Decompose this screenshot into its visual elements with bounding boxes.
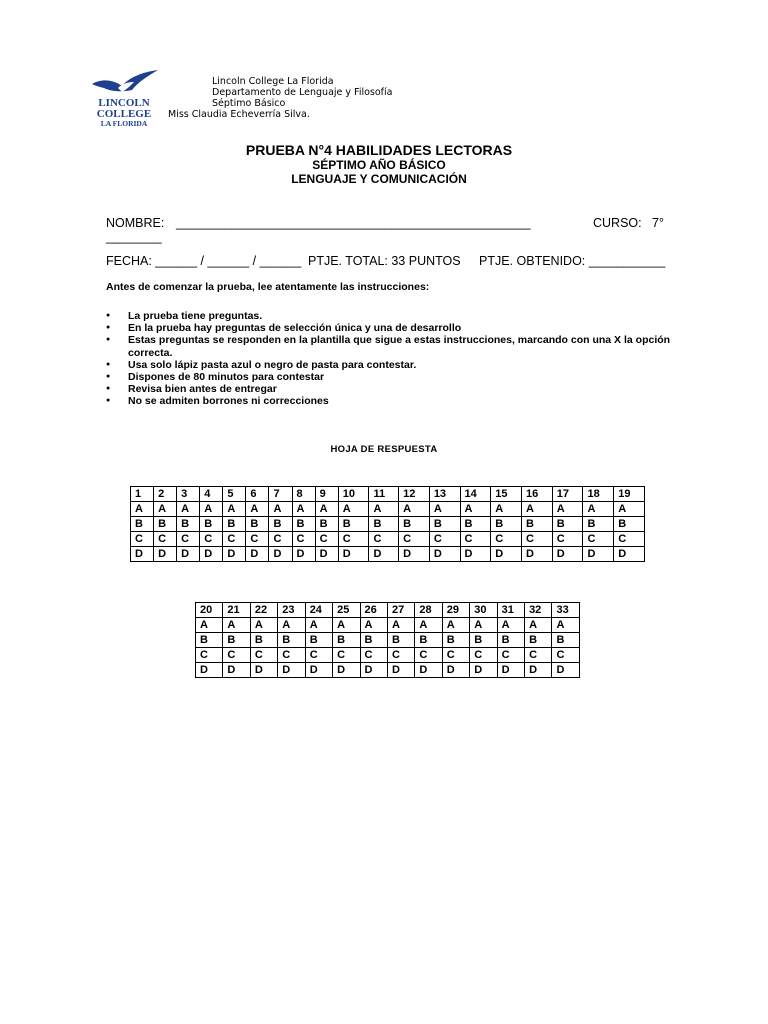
curso-label: CURSO: [593, 216, 642, 230]
question-number-cell: 10 [338, 487, 369, 502]
answer-option-cell[interactable]: B [246, 517, 269, 532]
answer-option-cell[interactable]: C [360, 648, 387, 663]
title-block [0, 142, 768, 186]
answer-option-cell[interactable]: C [177, 532, 200, 547]
answer-option-cell[interactable]: C [315, 532, 338, 547]
answer-option-cell[interactable]: B [415, 633, 442, 648]
answer-option-cell[interactable]: A [292, 502, 315, 517]
option-row [196, 663, 580, 678]
question-number-cell: 16 [522, 487, 553, 502]
answer-option-cell[interactable]: C [491, 532, 522, 547]
answer-option-cell[interactable]: D [131, 547, 154, 562]
answer-option-cell[interactable]: C [460, 532, 491, 547]
answer-option-cell[interactable]: D [399, 547, 430, 562]
option-row [131, 547, 645, 562]
answer-option-cell[interactable]: A [470, 618, 497, 633]
answer-option-cell[interactable]: D [360, 663, 387, 678]
grid-header-row [131, 487, 645, 502]
option-row [131, 502, 645, 517]
answer-option-cell[interactable]: A [429, 502, 460, 517]
answer-option-cell[interactable]: D [315, 547, 338, 562]
instructions-heading: Antes de comenzar la prueba, lee atentamente las instrucciones: [106, 281, 430, 293]
answer-option-cell[interactable]: B [269, 517, 292, 532]
question-number-cell: 6 [246, 487, 269, 502]
question-number-cell: 19 [614, 487, 645, 502]
question-number-cell: 9 [315, 487, 338, 502]
answer-option-cell[interactable]: B [525, 633, 552, 648]
question-number-cell: 33 [552, 603, 580, 618]
answer-option-cell[interactable]: A [223, 502, 246, 517]
answer-option-cell[interactable]: B [552, 633, 580, 648]
answer-option-cell[interactable]: C [292, 532, 315, 547]
answer-option-cell[interactable]: B [552, 517, 583, 532]
answer-option-cell[interactable]: B [442, 633, 469, 648]
answer-option-cell[interactable]: D [525, 663, 552, 678]
answer-option-cell[interactable]: D [246, 547, 269, 562]
option-row [131, 517, 645, 532]
answer-option-cell[interactable]: A [387, 618, 414, 633]
question-number-cell: 32 [525, 603, 552, 618]
answer-option-cell[interactable]: D [278, 663, 305, 678]
answer-option-cell[interactable]: A [399, 502, 430, 517]
answer-option-cell[interactable]: B [278, 633, 305, 648]
answer-option-cell[interactable]: D [196, 663, 223, 678]
grid-header-row [196, 603, 580, 618]
fecha-line[interactable]: FECHA: ______ / ______ / ______ [106, 254, 302, 268]
page-subtitle-2: LENGUAJE Y COMUNICACIÓN [291, 172, 467, 186]
question-number-cell: 27 [387, 603, 414, 618]
curso-line[interactable]: ________ [106, 230, 162, 244]
answer-option-cell[interactable]: C [269, 532, 292, 547]
question-number-cell: 1 [131, 487, 154, 502]
department-name: Departamento de Lenguaje y Filosofía [212, 87, 393, 98]
answer-option-cell[interactable]: D [429, 547, 460, 562]
teacher-name: Miss Claudia Echeverría Silva. [168, 109, 310, 120]
question-number-cell: 26 [360, 603, 387, 618]
answer-option-cell[interactable]: A [177, 502, 200, 517]
question-number-cell: 14 [460, 487, 491, 502]
option-row [196, 648, 580, 663]
logo-text-1: LINCOLN [98, 97, 150, 109]
grade-name: Séptimo Básico [212, 98, 286, 109]
answer-option-cell[interactable]: D [522, 547, 553, 562]
answer-option-cell[interactable]: A [552, 618, 580, 633]
answer-option-cell[interactable]: A [497, 618, 524, 633]
school-info [168, 76, 392, 120]
answer-option-cell[interactable]: A [522, 502, 553, 517]
answer-option-cell[interactable]: C [246, 532, 269, 547]
answer-option-cell[interactable]: A [223, 618, 250, 633]
answer-option-cell[interactable]: A [315, 502, 338, 517]
question-number-cell: 11 [369, 487, 399, 502]
question-number-cell: 31 [497, 603, 524, 618]
answer-option-cell[interactable]: D [491, 547, 522, 562]
answer-option-cell[interactable]: C [429, 532, 460, 547]
answer-option-cell[interactable]: A [246, 502, 269, 517]
answer-option-cell[interactable]: A [360, 618, 387, 633]
question-number-cell: 30 [470, 603, 497, 618]
instruction-item: ● Estas preguntas se responden en la plantilla que sigue a estas instrucciones, marcando con una X la opción correcta. [106, 334, 686, 358]
answer-option-cell[interactable]: D [497, 663, 524, 678]
answer-option-cell[interactable]: C [338, 532, 369, 547]
question-number-cell: 25 [333, 603, 360, 618]
answer-option-cell[interactable]: C [154, 532, 177, 547]
answer-option-cell[interactable]: B [460, 517, 491, 532]
answer-option-cell[interactable]: C [442, 648, 469, 663]
answer-option-cell[interactable]: D [552, 547, 583, 562]
answer-option-cell[interactable]: A [250, 618, 277, 633]
instruction-item: ● Usa solo lápiz pasta azul o negro de pasta para contestar. [106, 359, 686, 371]
answer-option-cell[interactable]: C [196, 648, 223, 663]
answer-option-cell[interactable]: D [154, 547, 177, 562]
option-row [196, 618, 580, 633]
answer-option-cell[interactable]: A [333, 618, 360, 633]
answer-option-cell[interactable]: C [305, 648, 332, 663]
school-logo [88, 70, 160, 128]
answer-option-cell[interactable]: D [292, 547, 315, 562]
answer-option-cell[interactable]: D [442, 663, 469, 678]
question-number-cell: 22 [250, 603, 277, 618]
answer-option-cell[interactable]: C [552, 532, 583, 547]
answer-option-cell[interactable]: B [250, 633, 277, 648]
answer-option-cell[interactable]: D [223, 663, 250, 678]
answer-option-cell[interactable]: A [269, 502, 292, 517]
answer-option-cell[interactable]: C [552, 648, 580, 663]
question-number-cell: 18 [583, 487, 614, 502]
answer-option-cell[interactable]: B [429, 517, 460, 532]
answer-option-cell[interactable]: B [522, 517, 553, 532]
answer-option-cell[interactable]: B [387, 633, 414, 648]
answer-option-cell[interactable]: B [154, 517, 177, 532]
instruction-item: ● Dispones de 80 minutos para contestar [106, 371, 686, 383]
answer-option-cell[interactable]: A [583, 502, 614, 517]
question-number-cell: 20 [196, 603, 223, 618]
answer-option-cell[interactable]: A [491, 502, 522, 517]
answer-option-cell[interactable]: C [497, 648, 524, 663]
answer-option-cell[interactable]: D [387, 663, 414, 678]
answer-option-cell[interactable]: A [460, 502, 491, 517]
question-number-cell: 17 [552, 487, 583, 502]
answer-option-cell[interactable]: C [131, 532, 154, 547]
answer-option-cell[interactable]: B [315, 517, 338, 532]
logo-text-2: COLLEGE [96, 108, 152, 120]
instruction-item: ● La prueba tiene preguntas. [106, 310, 686, 322]
question-number-cell: 3 [177, 487, 200, 502]
answer-option-cell[interactable]: D [415, 663, 442, 678]
answer-option-cell[interactable]: D [614, 547, 645, 562]
answer-option-cell[interactable]: B [305, 633, 332, 648]
question-number-cell: 5 [223, 487, 246, 502]
answer-option-cell[interactable]: C [399, 532, 430, 547]
answer-option-cell[interactable]: B [292, 517, 315, 532]
option-row [131, 532, 645, 547]
answer-option-cell[interactable]: A [442, 618, 469, 633]
answer-option-cell[interactable]: B [177, 517, 200, 532]
answer-option-cell[interactable]: B [470, 633, 497, 648]
answer-option-cell[interactable]: D [250, 663, 277, 678]
answer-option-cell[interactable]: D [305, 663, 332, 678]
answer-option-cell[interactable]: B [196, 633, 223, 648]
answer-option-cell[interactable]: C [369, 532, 399, 547]
answer-option-cell[interactable]: D [200, 547, 223, 562]
answer-option-cell[interactable]: B [583, 517, 614, 532]
answer-option-cell[interactable]: B [333, 633, 360, 648]
answer-option-cell[interactable]: A [525, 618, 552, 633]
answer-option-cell[interactable]: B [491, 517, 522, 532]
logo-text-3: LA FLORIDA [100, 119, 148, 128]
answer-option-cell[interactable]: A [614, 502, 645, 517]
answer-option-cell[interactable]: C [278, 648, 305, 663]
answer-option-cell[interactable]: C [250, 648, 277, 663]
answer-option-cell[interactable]: C [525, 648, 552, 663]
page-subtitle-1: SÉPTIMO AÑO BÁSICO [312, 158, 446, 172]
question-number-cell: 8 [292, 487, 315, 502]
question-number-cell: 12 [399, 487, 430, 502]
answer-option-cell[interactable]: D [460, 547, 491, 562]
answer-option-cell[interactable]: C [223, 648, 250, 663]
school-name: Lincoln College La Florida [212, 76, 334, 87]
answer-option-cell[interactable]: B [200, 517, 223, 532]
answer-option-cell[interactable]: C [522, 532, 553, 547]
answer-option-cell[interactable]: B [369, 517, 399, 532]
answer-option-cell[interactable]: B [360, 633, 387, 648]
instruction-item: ● No se admiten borrones ni correcciones [106, 395, 686, 407]
question-number-cell: 4 [200, 487, 223, 502]
answer-grid-1 [130, 486, 645, 562]
answer-option-cell[interactable]: C [223, 532, 246, 547]
answer-option-cell[interactable]: A [415, 618, 442, 633]
answer-option-cell[interactable]: D [269, 547, 292, 562]
answer-option-cell[interactable]: A [200, 502, 223, 517]
answer-option-cell[interactable]: B [338, 517, 369, 532]
answer-option-cell[interactable]: B [614, 517, 645, 532]
answer-option-cell[interactable]: A [196, 618, 223, 633]
answer-option-cell[interactable]: D [369, 547, 399, 562]
answer-grid-2 [195, 602, 580, 678]
instruction-item: ● En la prueba hay preguntas de selección única y una de desarrollo [106, 322, 686, 334]
option-row [196, 633, 580, 648]
answer-option-cell[interactable]: A [278, 618, 305, 633]
nombre-label: NOMBRE: [106, 216, 165, 230]
answer-option-cell[interactable]: C [614, 532, 645, 547]
question-number-cell: 21 [223, 603, 250, 618]
answer-option-cell[interactable]: C [470, 648, 497, 663]
answer-option-cell[interactable]: A [338, 502, 369, 517]
answer-option-cell[interactable]: B [223, 517, 246, 532]
answer-option-cell[interactable]: C [333, 648, 360, 663]
instructions-list [106, 310, 686, 408]
answer-option-cell[interactable]: A [154, 502, 177, 517]
answer-option-cell[interactable]: B [497, 633, 524, 648]
answer-option-cell[interactable]: C [415, 648, 442, 663]
eagle-icon [88, 70, 160, 128]
curso-value: 7° [652, 216, 664, 230]
answer-option-cell[interactable]: D [552, 663, 580, 678]
ptje-total: PTJE. TOTAL: 33 PUNTOS [308, 254, 461, 268]
question-number-cell: 29 [442, 603, 469, 618]
answer-option-cell[interactable]: D [338, 547, 369, 562]
nombre-line[interactable]: ___________________________________________________ [176, 216, 531, 230]
ptje-obtenido[interactable]: PTJE. OBTENIDO: ___________ [479, 254, 666, 268]
answer-option-cell[interactable]: A [131, 502, 154, 517]
answer-option-cell[interactable]: B [399, 517, 430, 532]
instruction-item: ● Revisa bien antes de entregar [106, 383, 686, 395]
answer-option-cell[interactable]: B [223, 633, 250, 648]
question-number-cell: 24 [305, 603, 332, 618]
answer-option-cell[interactable]: C [583, 532, 614, 547]
question-number-cell: 2 [154, 487, 177, 502]
answer-option-cell[interactable]: A [305, 618, 332, 633]
answer-option-cell[interactable]: A [369, 502, 399, 517]
answer-option-cell[interactable]: D [333, 663, 360, 678]
answer-option-cell[interactable]: D [583, 547, 614, 562]
question-number-cell: 15 [491, 487, 522, 502]
answer-option-cell[interactable]: D [177, 547, 200, 562]
answer-option-cell[interactable]: A [552, 502, 583, 517]
question-number-cell: 28 [415, 603, 442, 618]
page-title: PRUEBA N°4 HABILIDADES LECTORAS [245, 142, 513, 158]
answer-option-cell[interactable]: C [200, 532, 223, 547]
answer-option-cell[interactable]: D [223, 547, 246, 562]
question-number-cell: 13 [429, 487, 460, 502]
answer-sheet-title: HOJA DE RESPUESTA [330, 444, 438, 455]
answer-option-cell[interactable]: C [387, 648, 414, 663]
answer-option-cell[interactable]: D [470, 663, 497, 678]
question-number-cell: 7 [269, 487, 292, 502]
question-number-cell: 23 [278, 603, 305, 618]
answer-option-cell[interactable]: B [131, 517, 154, 532]
